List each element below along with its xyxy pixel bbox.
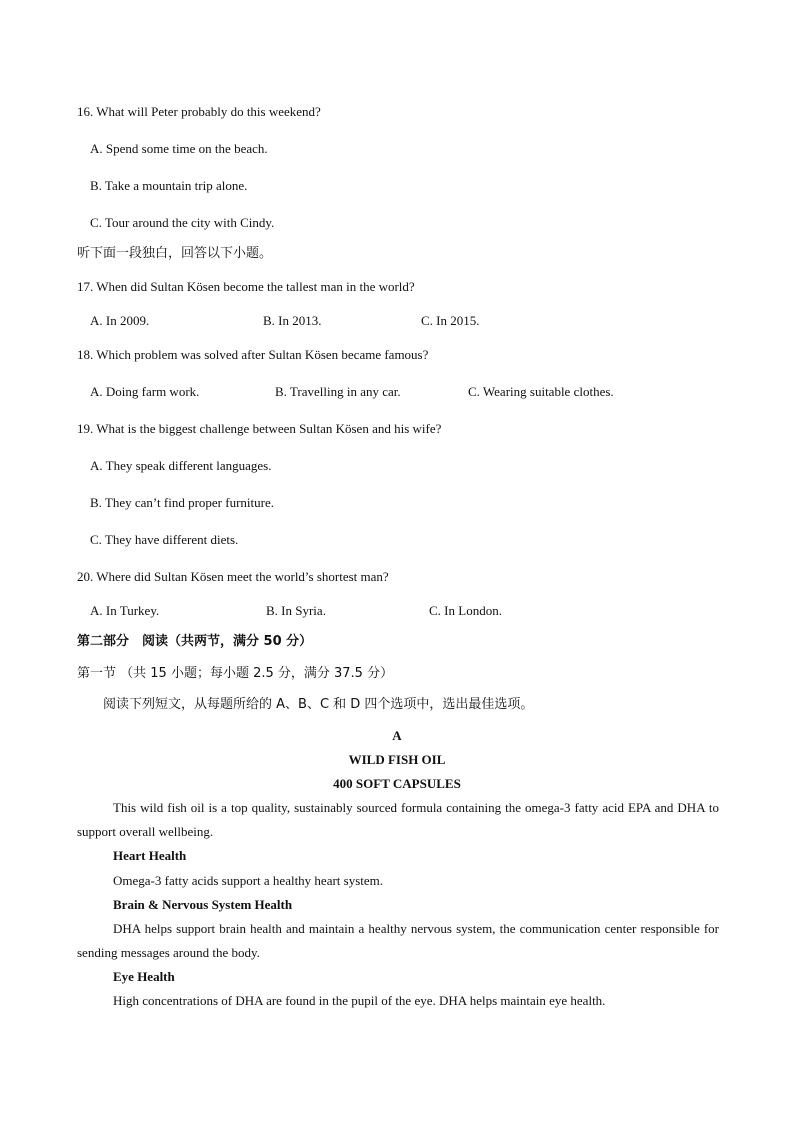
q16-option-a: A. Spend some time on the beach. bbox=[90, 141, 268, 156]
heart-health-heading: Heart Health bbox=[113, 848, 187, 863]
q19-option-c: C. They have different diets. bbox=[90, 532, 239, 547]
brain-health-paragraph bbox=[77, 917, 719, 965]
question-18: 18. Which problem was solved after Sultan Kösen became famous? bbox=[77, 347, 429, 362]
part2-heading: 第二部分 阅读（共两节，满分 50 分） bbox=[77, 634, 313, 649]
q20-option-c: C. In London. bbox=[429, 603, 502, 618]
brain-health-text: DHA helps support brain health and maintain a healthy nervous system, the communication center responsible for sending messages around the body. bbox=[77, 921, 719, 960]
question-17: 17. When did Sultan Kösen become the tallest man in the world? bbox=[77, 279, 415, 294]
q17-option-a: A. In 2009. bbox=[90, 313, 150, 328]
reading-instruction: 阅读下列短文，从每题所给的 A、B、C 和 D 四个选项中，选出最佳选项。 bbox=[103, 697, 534, 712]
passage-intro-text: This wild fish oil is a top quality, sustainably sourced formula containing the omega-3 fatty acid EPA and DHA to support overall wellbeing. bbox=[77, 800, 719, 839]
q18-option-a: A. Doing farm work. bbox=[90, 384, 200, 399]
section1-heading: 第一节 （共 15 小题；每小题 2.5 分，满分 37.5 分） bbox=[77, 666, 394, 681]
passage-intro bbox=[77, 796, 719, 844]
eye-health-heading: Eye Health bbox=[113, 969, 175, 984]
q20-option-b: B. In Syria. bbox=[266, 603, 326, 618]
question-16: 16. What will Peter probably do this weekend? bbox=[77, 104, 321, 119]
q19-option-b: B. They can’t find proper furniture. bbox=[90, 495, 274, 510]
q16-option-c: C. Tour around the city with Cindy. bbox=[90, 215, 275, 230]
eye-health-text: High concentrations of DHA are found in the pupil of the eye. DHA helps maintain eye health. bbox=[113, 993, 606, 1008]
passage-letter: A bbox=[392, 728, 402, 743]
heart-health-text: Omega-3 fatty acids support a healthy heart system. bbox=[113, 873, 384, 888]
q17-option-c: C. In 2015. bbox=[421, 313, 480, 328]
question-19: 19. What is the biggest challenge between Sultan Kösen and his wife? bbox=[77, 421, 442, 436]
passage-title: WILD FISH OIL bbox=[348, 752, 446, 767]
question-20: 20. Where did Sultan Kösen meet the world’s shortest man? bbox=[77, 569, 389, 584]
monologue-instruction: 听下面一段独白，回答以下小题。 bbox=[77, 246, 273, 261]
q18-option-b: B. Travelling in any car. bbox=[275, 384, 401, 399]
q17-option-b: B. In 2013. bbox=[263, 313, 322, 328]
q18-option-c: C. Wearing suitable clothes. bbox=[468, 384, 614, 399]
q20-option-a: A. In Turkey. bbox=[90, 603, 160, 618]
q19-option-a: A. They speak different languages. bbox=[90, 458, 272, 473]
q16-option-b: B. Take a mountain trip alone. bbox=[90, 178, 248, 193]
brain-health-heading: Brain & Nervous System Health bbox=[113, 897, 293, 912]
passage-subtitle: 400 SOFT CAPSULES bbox=[333, 776, 461, 791]
